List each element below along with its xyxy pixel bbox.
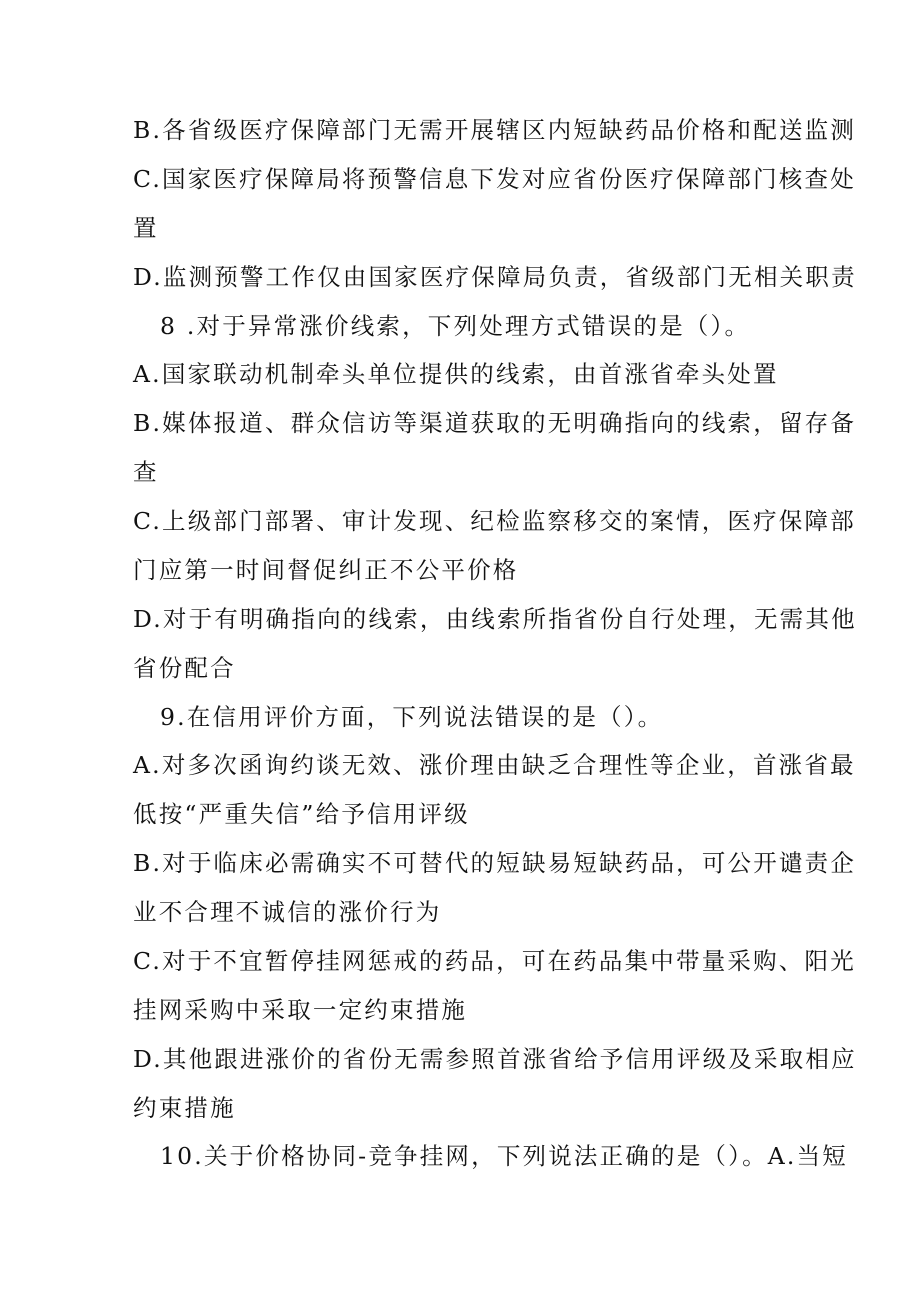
option-a-q9: A.对多次函询约谈无效、涨价理由缺乏合理性等企业，首涨省最 (133, 751, 856, 779)
option-d-q7: D.监测预警工作仅由国家医疗保障局负责，省级部门无相关职责 (133, 263, 857, 291)
option-a-q8: A.国家联动机制牵头单位提供的线索，由首涨省牵头处置 (133, 360, 779, 388)
option-d-q8: D.对于有明确指向的线索，由线索所指省份自行处理，无需其他 (133, 605, 857, 633)
option-c-q8: C.上级部门部署、审计发现、纪检监察移交的案情，医疗保障部 (133, 507, 856, 535)
option-c-q8-cont: 门应第一时间督促纠正不公平价格 (133, 556, 519, 584)
option-b-q8: B.媒体报道、群众信访等渠道获取的无明确指向的线索，留存备 (133, 409, 857, 437)
question-8: 8 .对于异常涨价线索，下列处理方式错误的是（）。 (160, 312, 751, 340)
option-d-q9-cont: 约束措施 (133, 1094, 236, 1122)
option-d-q9: D.其他跟进涨价的省份无需参照首涨省给予信用评级及采取相应 (133, 1045, 857, 1073)
question-9: 9.在信用评价方面，下列说法错误的是（）。 (160, 703, 664, 731)
option-c-q9: C.对于不宜暂停挂网惩戒的药品，可在药品集中带量采购、阳光 (133, 947, 856, 975)
option-b-q7: B.各省级医疗保障部门无需开展辖区内短缺药品价格和配送监测 (133, 116, 857, 144)
option-a-q9-cont: 低按“严重失信”给予信用评级 (133, 800, 470, 828)
option-d-q8-cont: 省份配合 (133, 654, 236, 682)
option-c-q7-cont: 置 (133, 214, 159, 242)
option-b-q9: B.对于临床必需确实不可替代的短缺易短缺药品，可公开谴责企 (133, 849, 857, 877)
option-c-q9-cont: 挂网采购中采取一定约束措施 (133, 996, 468, 1024)
option-c-q7: C.国家医疗保障局将预警信息下发对应省份医疗保障部门核查处 (133, 165, 856, 193)
question-10: 10.关于价格协同-竞争挂网，下列说法正确的是（）。A.当短 (160, 1142, 849, 1170)
option-b-q8-cont: 查 (133, 458, 159, 486)
option-b-q9-cont: 业不合理不诚信的涨价行为 (133, 898, 442, 926)
